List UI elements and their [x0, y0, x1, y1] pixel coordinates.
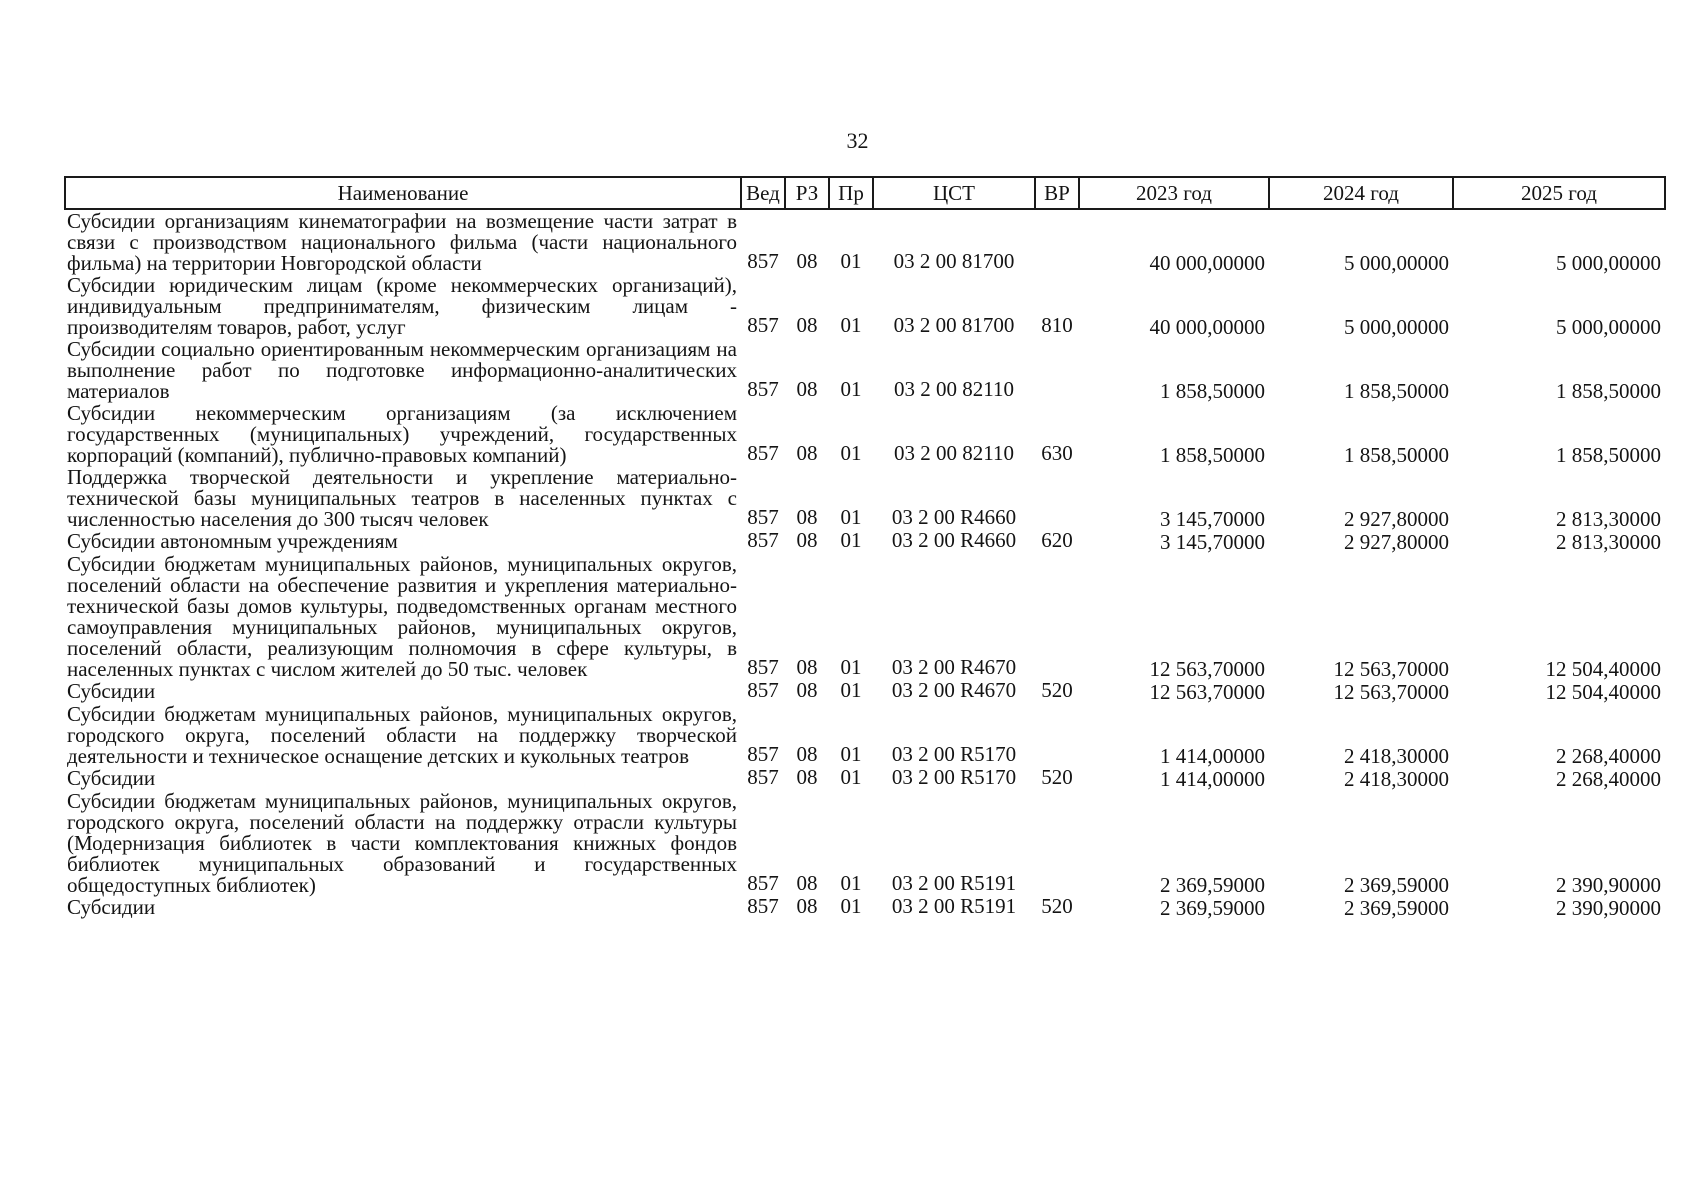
table-header	[65, 177, 1665, 209]
row-rz: 08	[796, 377, 818, 401]
row-2025: 1 858,50000	[1556, 443, 1661, 467]
row-cst: 03 2 00 81700	[893, 313, 1015, 337]
row-vr	[1035, 338, 1079, 402]
row-2025: 1 858,50000	[1556, 379, 1661, 403]
row-2023: 2 369,59000	[1160, 896, 1265, 920]
row-2025: 12 504,40000	[1545, 680, 1661, 704]
row-name: Субсидии организациям кинематографии на возмещение части затрат в связи с производством национального фильма (части национального фильма) на территории Новгородской области	[67, 209, 737, 275]
row-rz: 08	[796, 894, 818, 918]
row-cst: 03 2 00 R4660	[891, 528, 1017, 552]
row-pr: 01	[840, 249, 862, 273]
table-row	[65, 767, 1665, 790]
row-rz: 08	[796, 871, 818, 895]
row-2023: 2 369,59000	[1160, 873, 1265, 897]
row-vr	[1035, 790, 1079, 896]
row-cst: 03 2 00 81700	[893, 249, 1015, 273]
row-2023: 1 414,00000	[1160, 767, 1265, 791]
row-cst: 03 2 00 R5170	[891, 765, 1017, 789]
row-vr: 630	[1041, 441, 1073, 465]
row-2024: 2 418,30000	[1344, 767, 1449, 791]
row-ved: 857	[747, 249, 779, 273]
table-row	[65, 530, 1665, 553]
header-pr: Пр	[829, 177, 873, 209]
table-row	[65, 703, 1665, 767]
row-2024: 2 369,59000	[1344, 873, 1449, 897]
row-2023: 40 000,00000	[1149, 251, 1265, 275]
row-2023: 12 563,70000	[1149, 657, 1265, 681]
row-pr: 01	[840, 441, 862, 465]
header-2023: 2023 год	[1079, 177, 1269, 209]
row-cst: 03 2 00 R4670	[891, 678, 1017, 702]
row-ved: 857	[747, 742, 779, 766]
row-ved: 857	[747, 528, 779, 552]
row-name: Субсидии	[67, 766, 156, 790]
row-name: Поддержка творческой деятельности и укрепление материально-технической базы муниципальных театров в населенных пунктах с численностью населения до 300 тысяч человек	[67, 465, 737, 531]
table-row	[65, 209, 1665, 274]
row-ved: 857	[747, 765, 779, 789]
row-2023: 1 858,50000	[1160, 379, 1265, 403]
row-2024: 5 000,00000	[1344, 315, 1449, 339]
row-2025: 5 000,00000	[1556, 251, 1661, 275]
row-2025: 2 813,30000	[1556, 507, 1661, 531]
row-name: Субсидии некоммерческим организациям (за исключением государственных (муниципальных) учреждений, государственных корпораций (компаний), публично-правовых компаний)	[67, 401, 737, 467]
row-ved: 857	[747, 313, 779, 337]
table-row	[65, 402, 1665, 466]
row-vr: 810	[1041, 313, 1073, 337]
row-ved: 857	[747, 377, 779, 401]
row-name: Субсидии бюджетам муниципальных районов, муниципальных округов, поселений области на обеспечение развития и укрепления материально-технической базы домов культуры, подведомственных органам местного самоуправления муниципальных районов, муниципальных округов, поселений области, реализующим полномочия в сфере культуры, в населенных пунктах с числом жителей до 50 тыс. человек	[67, 552, 737, 681]
row-pr: 01	[840, 313, 862, 337]
page-number: 32	[846, 128, 869, 153]
row-2024: 2 369,59000	[1344, 896, 1449, 920]
row-2025: 2 268,40000	[1556, 744, 1661, 768]
row-pr: 01	[840, 505, 862, 529]
row-2023: 40 000,00000	[1149, 315, 1265, 339]
row-2024: 5 000,00000	[1344, 251, 1449, 275]
row-name: Субсидии	[67, 679, 156, 703]
row-pr: 01	[840, 528, 862, 552]
row-rz: 08	[796, 742, 818, 766]
row-rz: 08	[796, 528, 818, 552]
row-name: Субсидии	[67, 895, 156, 919]
row-2023: 1 858,50000	[1160, 443, 1265, 467]
row-2025: 2 268,40000	[1556, 767, 1661, 791]
row-vr	[1035, 703, 1079, 767]
row-cst: 03 2 00 82110	[894, 441, 1014, 465]
row-cst: 03 2 00 R5170	[891, 742, 1017, 766]
row-rz: 08	[796, 655, 818, 679]
row-2023: 1 414,00000	[1160, 744, 1265, 768]
header-vr: ВР	[1035, 177, 1079, 209]
row-cst: 03 2 00 82110	[894, 377, 1014, 401]
row-cst: 03 2 00 R5191	[891, 871, 1017, 895]
row-vr: 520	[1041, 765, 1073, 789]
row-pr: 01	[840, 894, 862, 918]
row-pr: 01	[840, 655, 862, 679]
row-2025: 2 390,90000	[1556, 896, 1661, 920]
table-row	[65, 680, 1665, 703]
row-2024: 12 563,70000	[1333, 657, 1449, 681]
budget-table	[64, 176, 1666, 919]
table-row	[65, 466, 1665, 530]
row-name: Субсидии автономным учреждениям	[67, 529, 398, 553]
row-2023: 12 563,70000	[1149, 680, 1265, 704]
row-ved: 857	[747, 441, 779, 465]
row-pr: 01	[840, 871, 862, 895]
row-name: Субсидии бюджетам муниципальных районов, муниципальных округов, городского округа, поселений области на поддержку отрасли культуры (Модернизация библиотек в части комплектования книжных фондов библиотек муниципальных образований и государственных общедоступных библиотек)	[67, 789, 737, 897]
table-row	[65, 274, 1665, 338]
row-2024: 1 858,50000	[1344, 443, 1449, 467]
row-name: Субсидии бюджетам муниципальных районов, муниципальных округов, городского округа, поселений области на поддержку творческой деятельности и техническое оснащение детских и кукольных театров	[67, 702, 737, 768]
header-name: Наименование	[65, 177, 741, 209]
row-rz: 08	[796, 441, 818, 465]
row-2024: 12 563,70000	[1333, 680, 1449, 704]
header-2025: 2025 год	[1453, 177, 1665, 209]
row-pr: 01	[840, 678, 862, 702]
row-vr: 620	[1041, 528, 1073, 552]
row-ved: 857	[747, 505, 779, 529]
row-vr: 520	[1041, 894, 1073, 918]
row-ved: 857	[747, 655, 779, 679]
row-2025: 12 504,40000	[1545, 657, 1661, 681]
row-rz: 08	[796, 505, 818, 529]
row-pr: 01	[840, 377, 862, 401]
row-2025: 2 390,90000	[1556, 873, 1661, 897]
row-2023: 3 145,70000	[1160, 530, 1265, 554]
row-2025: 5 000,00000	[1556, 315, 1661, 339]
header-row	[65, 177, 1665, 209]
row-2023: 3 145,70000	[1160, 507, 1265, 531]
row-2024: 2 418,30000	[1344, 744, 1449, 768]
row-vr	[1035, 553, 1079, 680]
row-vr	[1035, 209, 1079, 274]
row-cst: 03 2 00 R4670	[891, 655, 1017, 679]
table-row	[65, 338, 1665, 402]
table-body	[65, 209, 1665, 919]
header-cst: ЦСТ	[873, 177, 1035, 209]
row-ved: 857	[747, 678, 779, 702]
row-2024: 2 927,80000	[1344, 530, 1449, 554]
table-row	[65, 896, 1665, 919]
header-rz: РЗ	[785, 177, 829, 209]
row-cst: 03 2 00 R4660	[891, 505, 1017, 529]
row-ved: 857	[747, 871, 779, 895]
row-name: Субсидии социально ориентированным некоммерческим организациям на выполнение работ по подготовке информационно-аналитических материалов	[67, 337, 737, 403]
row-rz: 08	[796, 678, 818, 702]
header-ved: Вед	[741, 177, 785, 209]
row-vr	[1035, 466, 1079, 530]
row-pr: 01	[840, 765, 862, 789]
row-cst: 03 2 00 R5191	[891, 894, 1017, 918]
header-2024: 2024 год	[1269, 177, 1453, 209]
row-name: Субсидии юридическим лицам (кроме некоммерческих организаций), индивидуальным предпринимателям, физическим лицам - производителям товаров, работ, услуг	[67, 273, 737, 339]
row-2025: 2 813,30000	[1556, 530, 1661, 554]
row-2024: 2 927,80000	[1344, 507, 1449, 531]
row-rz: 08	[796, 765, 818, 789]
row-rz: 08	[796, 249, 818, 273]
row-rz: 08	[796, 313, 818, 337]
row-2024: 1 858,50000	[1344, 379, 1449, 403]
row-ved: 857	[747, 894, 779, 918]
table-row	[65, 790, 1665, 896]
table-row	[65, 553, 1665, 680]
row-pr: 01	[840, 742, 862, 766]
row-vr: 520	[1041, 678, 1073, 702]
